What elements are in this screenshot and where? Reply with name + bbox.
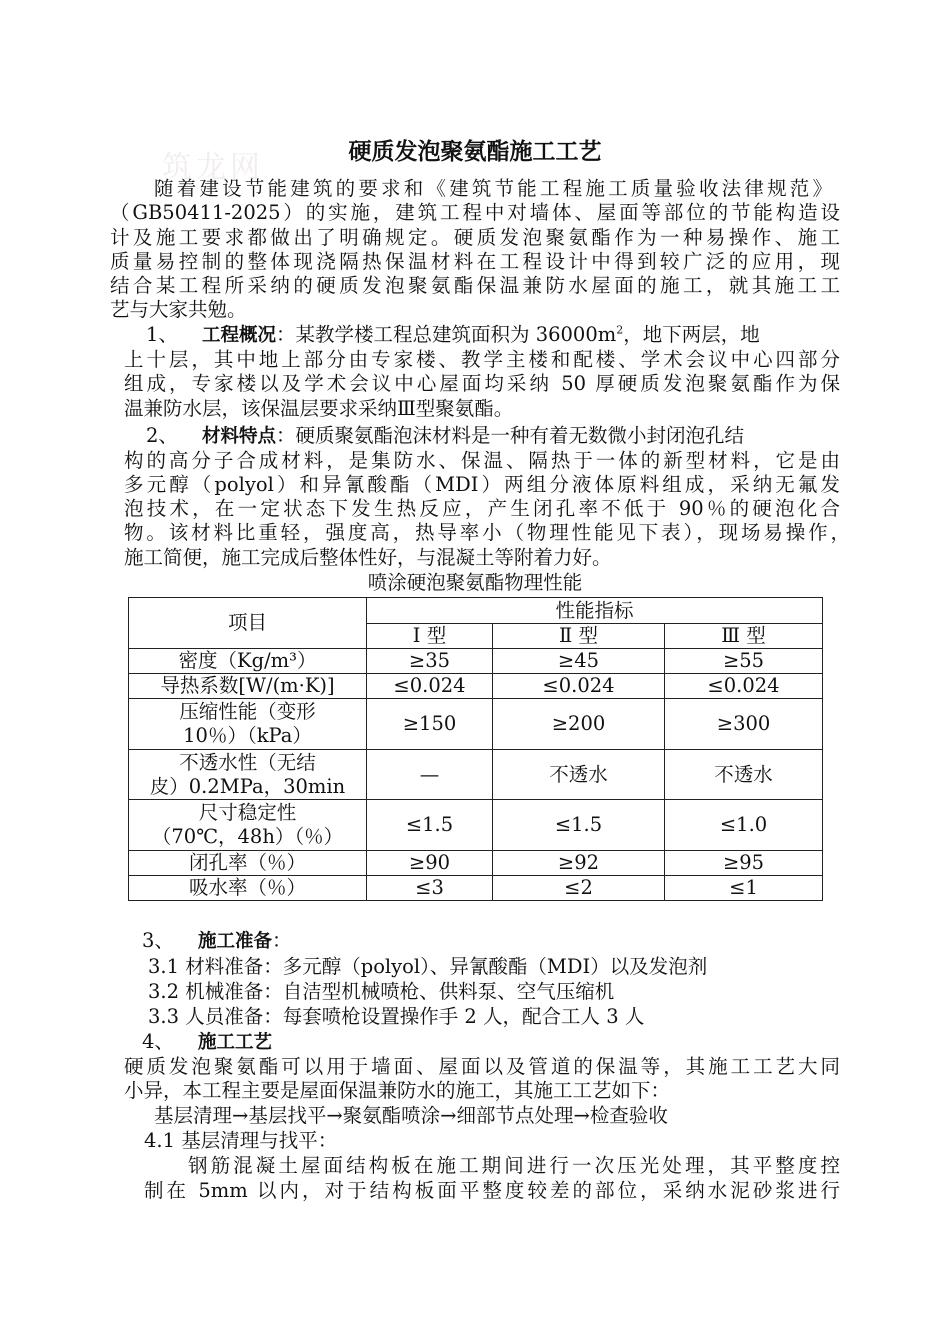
section-4-number: 4、 <box>142 1030 174 1053</box>
section-4-heading: 施工工艺 <box>198 1032 273 1053</box>
table-caption: 喷涂硬泡聚氨酯物理性能 <box>367 571 583 594</box>
table-row: 导热系数[W/(m·K)] ≤0.024 ≤0.024 ≤0.024 <box>129 674 823 699</box>
subsection-4-1-line-2: 制在 5mm 以内，对于结构板面平整度较差的部位，采纳水泥砂浆进行 <box>144 1179 840 1202</box>
section-1-heading: 工程概况 <box>202 325 277 346</box>
table-header-item: 项目 <box>129 598 367 649</box>
section-2-line-5: 物。该材料比重轻，强度高，热导率小（物理性能见下表），现场易操作， <box>124 521 850 544</box>
table-row: 密度（Kg/m³） ≥35 ≥45 ≥55 <box>129 649 823 674</box>
section-2-line-3: 多元醇（polyol）和异氰酸酯（MDI）两组分液体原料组成，采纳无氟发 <box>124 473 840 496</box>
watermark: 筑龙网 <box>162 150 264 185</box>
section-2-first-line: 2、 材料特点：硬质聚氨酯泡沫材料是一种有着无数微小封闭泡孔结 <box>146 424 745 447</box>
properties-table <box>128 597 823 901</box>
section-2-number: 2、 <box>146 424 178 447</box>
table-header-type-2: Ⅱ 型 <box>493 624 665 649</box>
section-3-heading-line: 3、 施工准备： <box>142 929 292 952</box>
intro-line-1: 随着建设节能建筑的要求和《建筑节能工程施工质量验收法律规范》 <box>154 177 832 200</box>
section-4-line-1: 硬质发泡聚氨酯可以用于墙面、屋面以及管道的保温等，其施工工艺大同 <box>124 1055 840 1078</box>
section-3-item-2: 3.2 机械准备：自洁型机械喷枪、供料泵、空气压缩机 <box>148 980 615 1003</box>
process-flow: 基层清理→基层找平→聚氨酯喷涂→细部节点处理→检查验收 <box>154 1104 668 1127</box>
section-2-heading: 材料特点 <box>202 426 277 447</box>
table-header-type-3: Ⅲ 型 <box>665 624 823 649</box>
table-header-type-1: Ⅰ 型 <box>367 624 493 649</box>
section-1-number: 1、 <box>146 323 178 346</box>
intro-line-3: 计及施工要求都做出了明确规定。硬质发泡聚氨酯作为一种易操作、施工 <box>110 226 840 249</box>
section-1-line-2: 上十层，其中地上部分由专家楼、教学主楼和配楼、学术会议中心四部分 <box>124 348 840 371</box>
intro-line-6: 艺与大家共勉。 <box>110 298 247 321</box>
section-4-heading-line <box>142 1030 272 1055</box>
page-title: 硬质发泡聚氨酯施工工艺 <box>348 139 602 165</box>
intro-line-4: 质量易控制的整体现浇隔热保温材料在工程设计中得到较广泛的应用，现 <box>110 250 840 273</box>
section-3-heading: 施工准备 <box>198 931 273 952</box>
section-3-item-1: 3.1 材料准备：多元醇（polyol）、异氰酸酯（MDI）以及发泡剂 <box>148 955 708 978</box>
intro-line-5: 结合某工程所采纳的硬质发泡聚氨酯保温兼防水屋面的施工，就其施工工 <box>110 274 840 297</box>
section-3-item-3: 3.3 人员准备：每套喷枪设置操作手 2 人，配合工人 3 人 <box>148 1005 645 1028</box>
table-row: 压缩性能（变形 10％）（kPa） ≥150 ≥200 ≥300 <box>129 699 823 750</box>
intro-line-2: （GB50411-2025）的实施，建筑工程中对墙体、屋面等部位的节能构造设 <box>110 201 840 224</box>
table-row: 闭孔率（％） ≥90 ≥92 ≥95 <box>129 851 823 876</box>
table-row: 吸水率（％） ≤3 ≤2 ≤1 <box>129 876 823 901</box>
section-1-line-3: 组成，专家楼以及学术会议中心屋面均采纳 50 厚硬质发泡聚氨酯作为保 <box>124 372 840 395</box>
table-header-group: 性能指标 <box>367 598 823 624</box>
section-4-line-2: 小异，本工程主要是屋面保温兼防水的施工，其施工工艺如下： <box>124 1079 671 1102</box>
table-row: 尺寸稳定性 （70℃，48h）（％） ≤1.5 ≤1.5 ≤1.0 <box>129 800 823 851</box>
section-3-number: 3、 <box>142 929 174 952</box>
table-row: 不透水性（无结 皮）0.2MPa，30min — 不透水 不透水 <box>129 750 823 800</box>
section-2-line-2: 构的高分子合成材料，是集防水、保温、隔热于一体的新型材料，它是由 <box>124 449 840 472</box>
section-2-line-6: 施工简便，施工完成后整体性好，与混凝土等附着力好。 <box>124 546 612 569</box>
subsection-4-1-line-1: 钢筋混凝土屋面结构板在施工期间进行一次压光处理，其平整度控 <box>188 1154 840 1177</box>
subsection-4-1-heading: 4.1 基层清理与找平： <box>144 1129 338 1152</box>
section-2-line-4: 泡技术，在一定状态下发生热反应，产生闭孔率不低于 90％的硬泡化合 <box>124 497 840 520</box>
section-1-line-4: 温兼防水层，该保温层要求采纳Ⅲ型聚氨酯。 <box>124 397 514 420</box>
section-1-first-line: 1、 工程概况：某教学楼工程总建筑面积为 $36000m^2$，地下两层，地 <box>146 323 760 346</box>
